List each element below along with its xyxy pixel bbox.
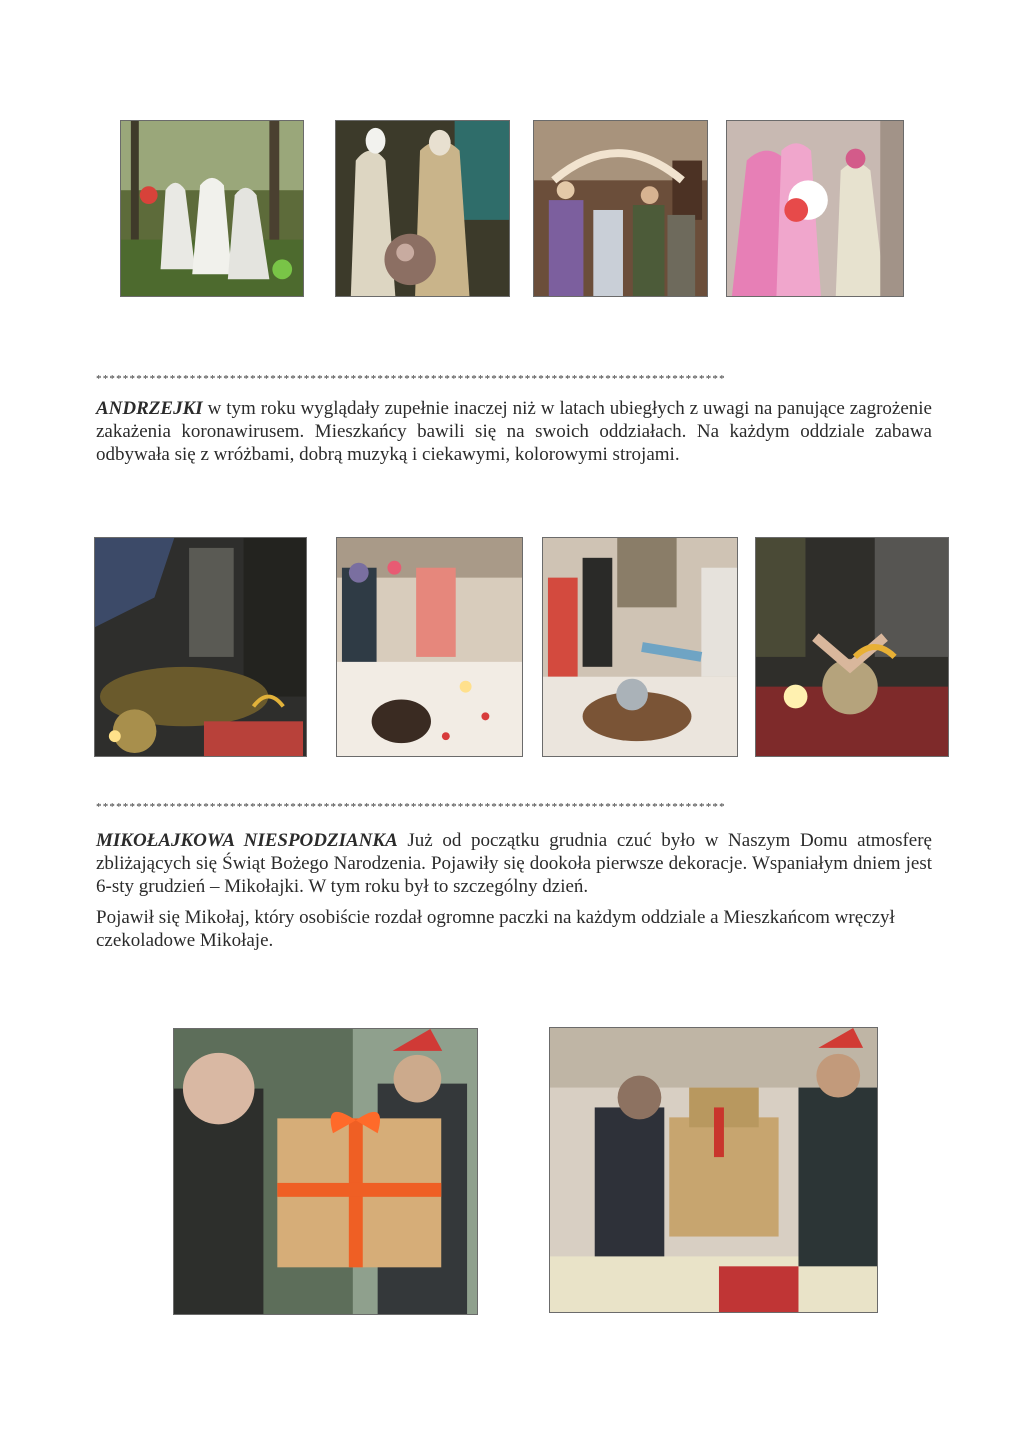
mikolajki-paragraph xyxy=(96,829,932,898)
separator-2: ********************************************************************************************** xyxy=(96,801,726,813)
andrzejki-paragraph xyxy=(96,397,932,466)
photo-hands-over-crystal-ball xyxy=(755,537,949,757)
mikolajki-paragraph-2 xyxy=(96,906,932,952)
photo-fortune-telling-table xyxy=(94,537,307,757)
photo-dancing-arch xyxy=(533,120,708,297)
andrzejki-body: w tym roku wyglądały zupełnie inaczej niż w latach ubiegłych z uwagi na panujące zagrożenie zakażenia koronawirusem. Mieszkańcy bawili się na swoich oddziałach. Na każdym oddziale zabawa odbywała się z wróżbami, dobrą muzyką i ciekawymi, kolorowymi strojami. xyxy=(96,398,932,465)
photo-ghost-costumes-outdoors xyxy=(120,120,304,297)
andrzejki-heading: ANDRZEJKI xyxy=(96,398,203,419)
photo-pink-costumes xyxy=(726,120,904,297)
mikolajki-body: Już od początku grudnia czuć było w Naszym Domu atmosferę zbliżających się Świąt Bożego Narodzenia. Pojawiły się dookoła pierwsze dekoracje. Wspaniałym dniem jest 6-sty grudzień – Mikołajki. W tym roku był to szczególny dzień. xyxy=(96,830,932,897)
mikolajki-heading: MIKOŁAJKOWA NIESPODZIANKA xyxy=(96,830,398,851)
photo-crystal-ball-hands xyxy=(542,537,738,757)
separator-1: ********************************************************************************************** xyxy=(96,373,726,385)
photo-gift-box-orange-ribbon xyxy=(173,1028,478,1315)
photo-masked-residents-crystal-ball xyxy=(335,120,510,297)
photo-party-table-candles xyxy=(336,537,523,757)
photo-gift-box-delivery xyxy=(549,1027,878,1313)
mikolajki-body-2: Pojawił się Mikołaj, który osobiście rozdał ogromne paczki na każdym oddziale a Mieszkańcom wręczył czekoladowe Mikołaje. xyxy=(96,907,895,951)
